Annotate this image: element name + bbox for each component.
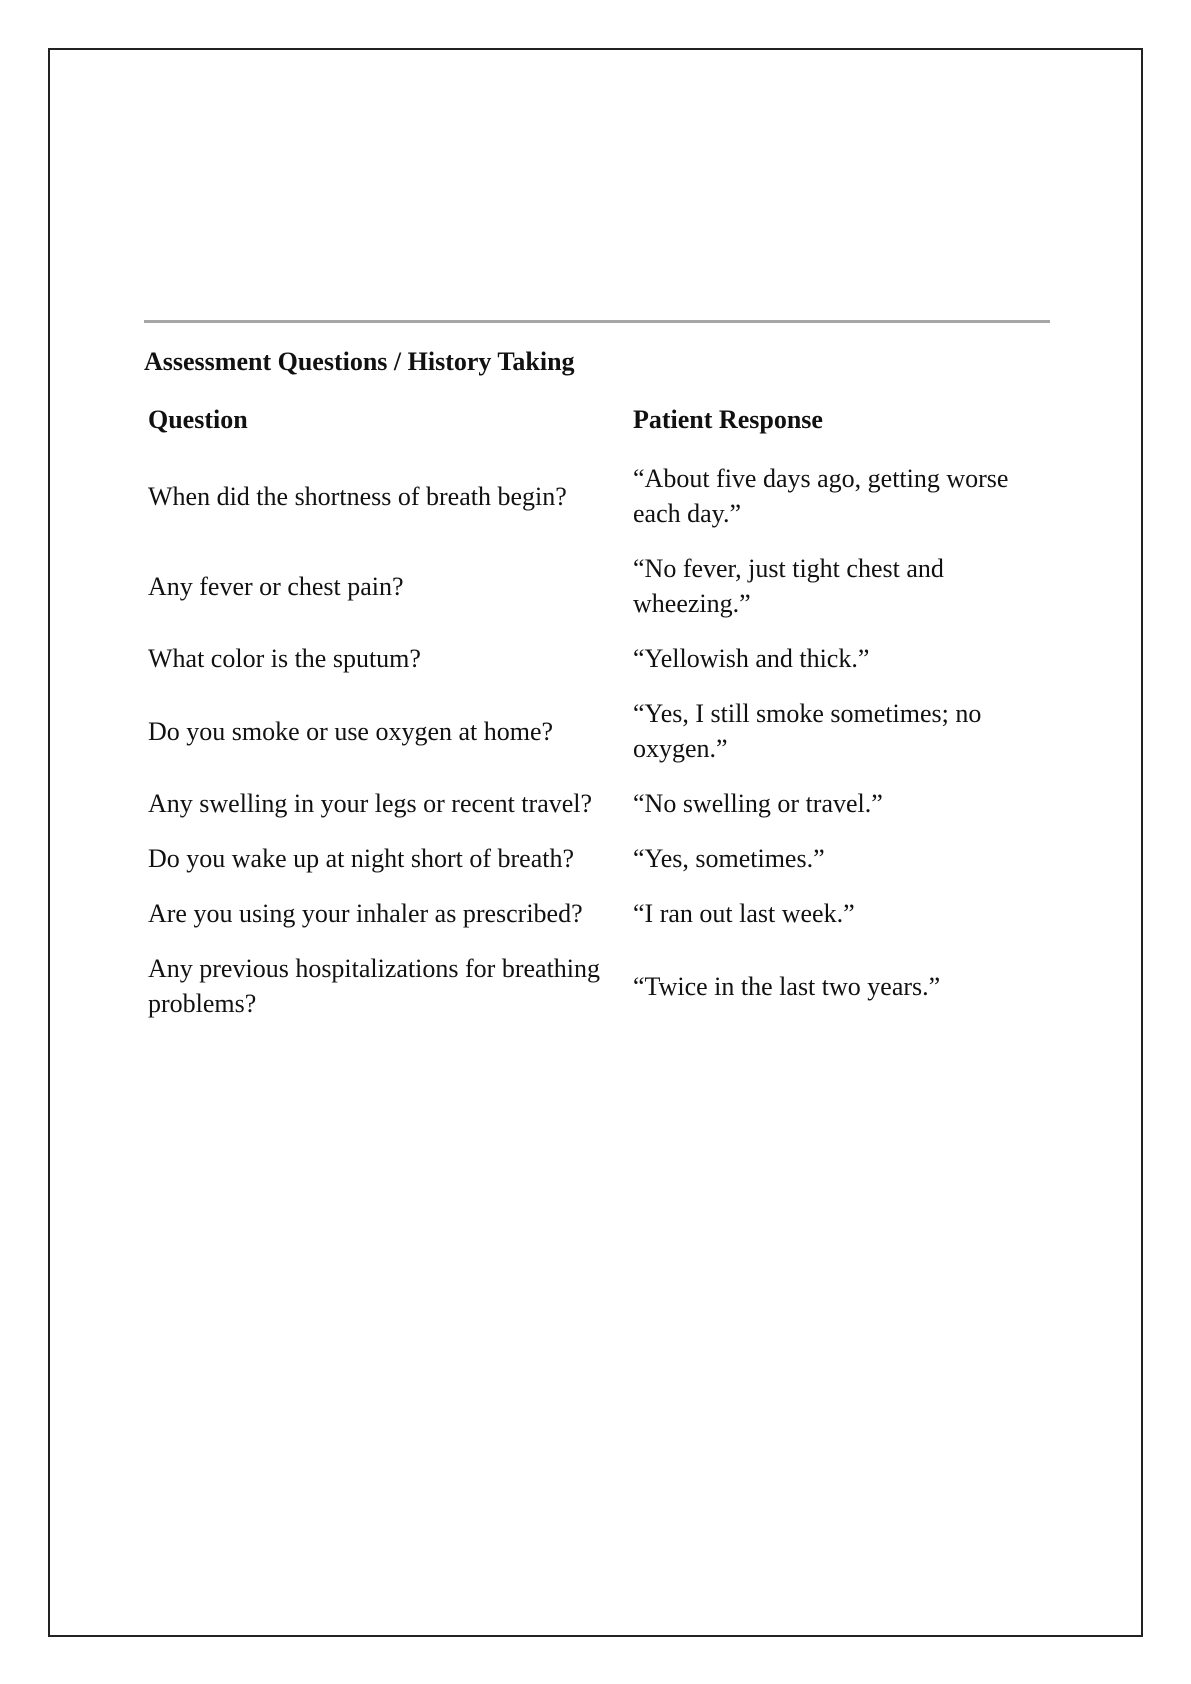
response-cell: “No fever, just tight chest and wheezing.” [633, 554, 944, 618]
table-row [144, 686, 1064, 776]
question-cell: Do you smoke or use oxygen at home? [148, 716, 554, 746]
table-row [144, 541, 1064, 631]
question-cell: What color is the sputum? [148, 644, 421, 673]
table-header-row [144, 390, 1064, 451]
section-divider [144, 320, 1050, 323]
response-cell: “No swelling or travel.” [633, 789, 883, 818]
question-cell: Any previous hospitalizations for breathing problems? [148, 954, 601, 1018]
table-row [144, 941, 1064, 1031]
response-cell: “About five days ago, getting worse each day.” [633, 464, 1009, 528]
column-header-response: Patient Response [633, 405, 823, 434]
question-cell: Any fever or chest pain? [148, 571, 404, 601]
response-cell: “Yes, I still smoke sometimes; no oxygen.” [633, 699, 982, 763]
question-cell: Are you using your inhaler as prescribed? [148, 899, 583, 928]
response-cell: “Twice in the last two years.” [633, 971, 941, 1001]
table-row [144, 776, 1064, 831]
column-header-question: Question [148, 405, 248, 434]
section-heading: Assessment Questions / History Taking [144, 347, 575, 376]
assessment-table [144, 390, 1064, 1031]
response-cell: “Yellowish and thick.” [633, 644, 870, 673]
response-cell: “I ran out last week.” [633, 899, 855, 928]
table-row [144, 631, 1064, 686]
question-cell: Do you wake up at night short of breath? [148, 844, 575, 873]
table-row [144, 451, 1064, 541]
question-cell: Any swelling in your legs or recent travel? [148, 789, 593, 818]
question-cell: When did the shortness of breath begin? [148, 481, 567, 511]
response-cell: “Yes, sometimes.” [633, 844, 825, 873]
table-row [144, 886, 1064, 941]
table-row [144, 831, 1064, 886]
